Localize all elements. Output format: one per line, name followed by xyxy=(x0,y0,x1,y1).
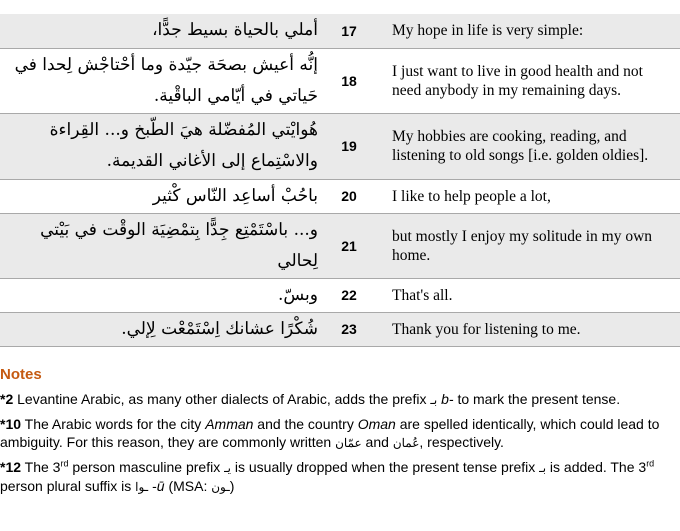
line-number: 22 xyxy=(341,287,357,303)
english-translation: My hobbies are cooking, reading, and listening to old songs [i.e. golden oldies]. xyxy=(392,128,649,164)
note-text: - xyxy=(148,478,157,494)
ordinal-suffix: rd xyxy=(646,458,655,469)
note-text: is usually dropped when the present tense prefix xyxy=(230,459,540,475)
arabic-text: باحُبْ أساعِد النّاس كْثير xyxy=(152,185,318,206)
note-12 xyxy=(0,458,676,496)
arabic-prefix: بـ xyxy=(539,461,547,475)
table-row xyxy=(0,113,680,179)
note-id: *10 xyxy=(0,416,22,432)
arabic-text: شُكْرًا عشانك اِسْتَمْعْت لِإلي. xyxy=(121,318,318,339)
note-text: Levantine Arabic, as many other dialects of Arabic, adds the prefix xyxy=(13,391,431,407)
line-number: 19 xyxy=(341,138,357,154)
line-number: 21 xyxy=(341,237,357,254)
arabic-suffix: ـوا xyxy=(135,480,149,494)
note-text: , respectively. xyxy=(419,434,504,450)
arabic-text: أملي بالحياة بسيط جدًّا، xyxy=(152,20,318,41)
note-2 xyxy=(0,390,676,409)
ordinal-suffix: rd xyxy=(60,458,69,469)
note-10 xyxy=(0,415,676,452)
note-text: are spelled identically, which could lead to ambiguity. For this reason, they are commonly written xyxy=(0,416,660,450)
arabic-text: هُوايْتي المُفضّلة هيَ الطّبخ و... القِراءة والاسْتِماع إلى الأغاني القديمة. xyxy=(49,120,318,171)
arabic-prefix: يـ xyxy=(224,461,231,475)
note-id: *12 xyxy=(0,459,22,475)
english-translation: Thank you for listening to me. xyxy=(392,320,581,338)
arabic-prefix: بـ xyxy=(430,393,438,407)
note-text: and the country xyxy=(253,416,358,432)
table-row xyxy=(0,312,680,346)
note-text: to mark the present tense. xyxy=(453,391,621,407)
table-row xyxy=(0,179,680,213)
table-row xyxy=(0,14,680,48)
line-number: 20 xyxy=(341,188,357,204)
note-text: is added. The 3 xyxy=(546,459,647,475)
line-number: 23 xyxy=(341,321,357,337)
english-translation: That's all. xyxy=(392,286,453,304)
transliteration: b- xyxy=(441,391,454,407)
country-name: Oman xyxy=(357,416,396,432)
note-id: *2 xyxy=(0,391,14,407)
city-name: Amman xyxy=(205,416,254,432)
notes-heading: Notes xyxy=(0,366,42,383)
arabic-amman: عمّان xyxy=(335,436,362,450)
english-translation: I just want to live in good health and not need anybody in my remaining days. xyxy=(392,62,643,99)
note-text: person plural suffix is xyxy=(0,478,136,494)
table-row xyxy=(0,278,680,312)
table-row xyxy=(0,213,680,278)
transcript-table xyxy=(0,14,680,347)
line-number: 17 xyxy=(341,22,357,39)
line-number: 18 xyxy=(341,72,357,89)
table-row xyxy=(0,48,680,113)
arabic-text: وبسّ. xyxy=(277,284,318,305)
note-text: person masculine prefix xyxy=(68,459,225,475)
arabic-suffix: ـون xyxy=(211,480,230,494)
notes-section xyxy=(0,366,676,502)
note-text: The Arabic words for the city xyxy=(21,416,206,432)
english-translation: but mostly I enjoy my solitude in my own home. xyxy=(392,227,653,264)
transliteration: ū xyxy=(156,478,165,494)
arabic-text: و... باسْتَمْتِع جِدًّا بِتمْضِيَة الوقْت في بَيْتي لِحالي xyxy=(40,219,318,271)
note-text: and xyxy=(361,434,393,450)
arabic-oman: عُمان xyxy=(392,436,420,450)
note-text: The 3 xyxy=(21,459,61,475)
english-translation: I like to help people a lot, xyxy=(392,187,551,205)
arabic-text: إنُّه أعيش بصحَة جيّدة وما أحْتاجْش لِحدا في حَياتي في أيّامي الباقْية. xyxy=(14,54,318,106)
note-text: ) xyxy=(229,478,235,494)
english-translation: My hope in life is very simple: xyxy=(392,22,584,40)
note-text: (MSA: xyxy=(164,478,212,494)
